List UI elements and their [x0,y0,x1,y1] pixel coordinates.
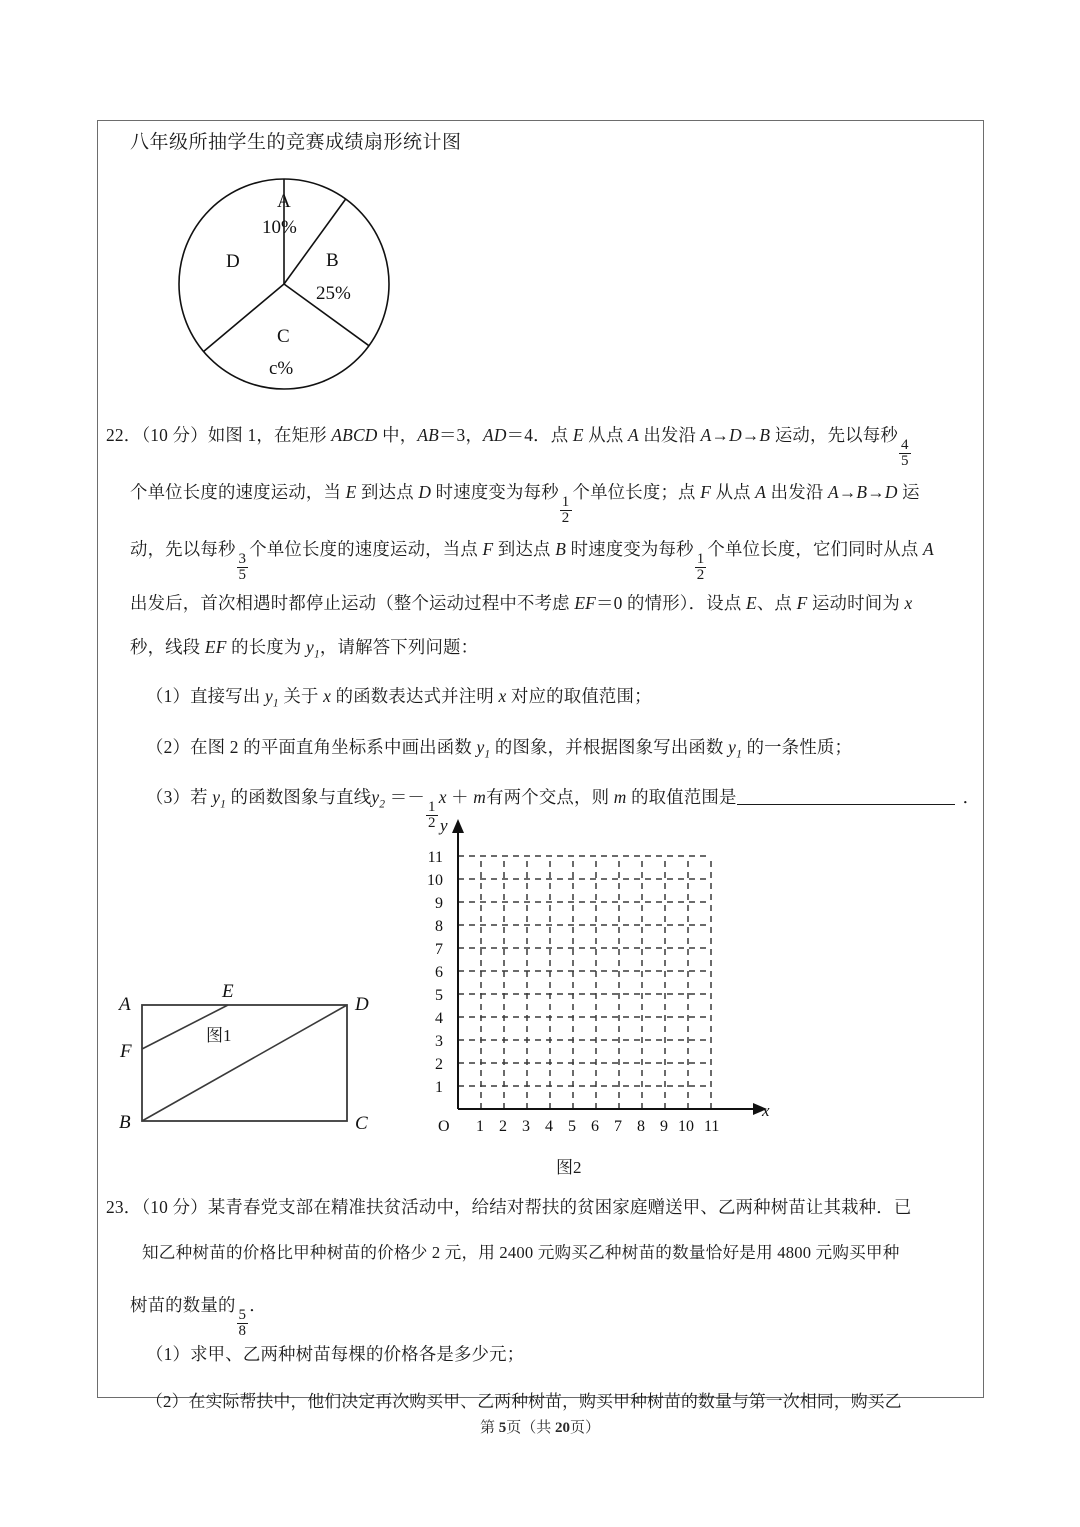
figure2-grid [410,809,790,1159]
q22-l2e: 从点 [711,482,756,502]
pie-slice-label-a: A [277,191,291,212]
q22-l2d: 个单位长度；点 [572,482,701,502]
q22-line-1: 22．（10 分）如图 1，在矩形 ABCD 中，AB＝3，AD＝4．点 E 从点 A 出发沿 A→D→B 运动，先以每秒 $\frac{4}{5}$ [106,425,909,470]
q22-p3-y2: y [371,787,380,807]
x-tick-9: 9 [660,1118,668,1135]
q22-l5-y-sub: 1 [313,648,320,661]
page-content [98,121,983,1411]
pie-slice-label-c: C [277,326,290,347]
q22-l3-b: B [555,539,567,559]
vertex-label-d: D [355,994,369,1015]
figure1-rectangle [102,983,402,1193]
q22-p3eq: ＝－ [385,787,425,807]
q22-p2-y: y [476,737,485,757]
q22-l4b: ＝0 的情形）．设点 [595,593,747,613]
q22-p1c: 的函数表达式并注明 [331,686,499,706]
q23-line-2 [142,1245,900,1262]
x-tick-10: 10 [678,1118,694,1135]
point-label-e: E [222,983,234,1002]
q22-l4-ef: EF [574,593,596,613]
q22-l4-f: F [796,593,808,613]
q22-fraction-3-5: $\frac{3}{5}$ [238,550,247,584]
origin-label: O [438,1118,450,1135]
y-tick-3: 3 [435,1033,443,1050]
q23-marks: （10 分） [141,1197,208,1217]
y-tick-1: 1 [435,1079,443,1096]
figure2-svg [410,809,790,1159]
q22-fraction-4-5: $\frac{4}{5}$ [900,436,909,470]
q22-l3a: 动，先以每秒 [130,539,236,559]
footer-mid: 页（共 [506,1420,552,1436]
q23-part-2: （2）在实际帮扶中，他们决定再次购买甲、乙两种树苗，购买甲种树苗的数量与第一次相同，购买乙 [146,1392,902,1411]
y-axis-label: y [440,816,448,835]
q23-l2: 知乙种树苗的价格比甲种树苗的价格少 2 元，用 2400 元购买乙种树苗的数量恰好是用 4800 元购买甲种 [142,1243,900,1262]
q22-p3c: 有两个交点，则 [486,787,614,807]
y-tick-4: 4 [435,1010,443,1027]
pie-divider-c-d [204,284,284,352]
q22-fraction-1-2-b: $\frac{1}{2}$ [696,550,705,584]
q22-l2b: 到达点 [356,482,419,502]
vertex-label-b: B [119,1112,131,1133]
q22-l3c: 到达点 [493,539,556,559]
y-tick-5: 5 [435,987,443,1004]
q22-l1d: 出发沿 [638,425,701,445]
q22-pt-e: E [572,425,584,445]
q22-p3d: 的取值范围是 [626,787,737,807]
q22-fraction-1-2-c: $\frac{1}{2}$ [427,798,436,832]
y-tick-10: 10 [427,872,443,889]
q23-number: 23 [106,1197,124,1217]
q22-p2b: 的图象，并根据图象写出函数 [490,737,729,757]
q22-l2-d: D [418,482,432,502]
q22-l3e: 个单位长度，它们同时从点 [707,539,924,559]
q22-p1-x: x [323,686,332,706]
q22-l2f: 出发沿 [766,482,828,502]
q22-l1a: 如图 1，在矩形 [207,425,332,445]
q22-l1b: 中， [377,425,418,445]
q22-p3-y: y [212,787,221,807]
q22-p1-y-sub: 1 [272,697,279,710]
q22-l1e: 运动，先以每秒 [770,425,898,445]
q22-p2-y-sub: 1 [484,748,491,761]
q22-l2a: 个单位长度的速度运动，当 [130,482,346,502]
q22-p1d: 对应的取值范围； [506,686,652,706]
footer-page-number: 5 [498,1420,507,1436]
footer-prefix: 第 [479,1420,495,1436]
q23-l1: 某青春党支部在精准扶贫活动中，给结对帮扶的贫困家庭赠送甲、乙两种树苗让其栽种．已 [207,1197,912,1217]
figure1-caption: 图1 [206,1026,232,1045]
q22-line-3 [130,541,934,584]
figure2-caption: 图2 [556,1158,582,1177]
q22-ad: AD [483,425,507,445]
q22-p2a: （2）在图 2 的平面直角坐标系中画出函数 [146,737,477,757]
page-footer [0,1416,1080,1437]
footer-suffix: 页） [570,1420,601,1436]
pie-chart-figure [98,121,518,413]
q22-l4d: 运动时间为 [807,593,905,613]
q22-l5c: ，请解答下列问题： [319,637,479,657]
x-tick-4: 4 [545,1118,553,1135]
point-label-f: F [120,1041,132,1062]
pie-slice-value-a: 10% [262,217,297,238]
q22-l3-a2: A [923,539,934,559]
q22-p2c: 的一条性质； [742,737,853,757]
y-tick-11: 11 [427,849,443,866]
pie-slice-value-c: c% [269,358,294,379]
q22-l2c: 时速度变为每秒 [431,482,559,502]
q22-eq2: ＝4．点 [506,425,573,445]
q22-l3d: 时速度变为每秒 [566,539,694,559]
q22-line-4 [130,595,912,612]
grid-lines [458,856,711,1109]
y-tick-9: 9 [435,895,443,912]
q22-l4c: 、点 [756,593,797,613]
q22-l4-e: E [746,593,757,613]
q22-p3a: （3）若 [146,787,213,807]
q22-p3-m: m [473,787,487,807]
q22-p1-x2: x [498,686,507,706]
pie-slice-label-d: D [226,251,240,272]
q22-l3b: 个单位长度的速度运动，当点 [249,539,483,559]
x-tick-7: 7 [614,1118,622,1135]
answer-blank-m-range[interactable] [737,790,955,805]
pie-chart-title: 八年级所抽学生的竞赛成绩扇形统计图 [130,132,462,153]
q22-part-1 [146,688,652,710]
figure1-svg [102,983,402,1133]
y-tick-6: 6 [435,964,443,981]
x-tick-2: 2 [499,1118,507,1135]
q22-p1b: 关于 [278,686,324,706]
x-tick-5: 5 [568,1118,576,1135]
q22-l2g: 运 [897,482,920,502]
q23-l3b: ． [249,1295,267,1315]
footer-total-pages: 20 [555,1420,570,1436]
q23-part-1: （1）求甲、乙两种树苗每棵的价格各是多少元； [146,1344,525,1364]
q22-p3-y-sub: 1 [220,798,227,811]
y-tick-2: 2 [435,1056,443,1073]
q22-fraction-1-2-a: $\frac{1}{2}$ [561,493,570,527]
q22-eq1: ＝3， [438,425,484,445]
q22-p3-m2: m [613,787,627,807]
x-tick-8: 8 [637,1118,645,1135]
q22-l1c: 从点 [583,425,628,445]
q23-line-3 [130,1297,267,1340]
q22-p3-x: x [438,787,447,807]
q22-l2-f: F [700,482,712,502]
x-tick-11: 11 [704,1118,720,1135]
pie-divider-a-b [284,199,346,284]
q22-p2-y2: y [728,737,737,757]
q22-l4-x: x [904,593,913,613]
q22-line-5 [130,639,478,661]
pie-chart-graphic [174,159,404,412]
q22-part-2 [146,739,852,761]
q22-p3-y2-sub: 2 [379,798,386,811]
q23-line-1: 23．（10 分）某青春党支部在精准扶贫活动中，给结对帮扶的贫困家庭赠送甲、乙两种树苗让其栽种．已 [106,1197,912,1217]
q22-l5a: 秒，线段 [130,637,205,657]
q22-l5-y: y [306,637,314,657]
x-tick-1: 1 [476,1118,484,1135]
q22-ab: AB [417,425,439,445]
q22-p1-y: y [265,686,273,706]
q22-l5-ef: EF [204,637,227,657]
x-axis-label: x [762,1101,770,1120]
q22-p3b: 的函数图象与直线 [226,787,372,807]
q22-p1a: （1）直接写出 [146,686,265,706]
segment-bd [142,1005,347,1121]
q22-path-adb: A→D→B [700,425,771,445]
q22-marks: （10 分） [141,425,208,445]
q22-number: 22 [106,425,124,445]
q22-line-2 [130,484,920,527]
q22-l4a: 出发后，首次相遇时都停止运动（整个运动过程中不考虑 [130,593,575,613]
pie-slice-value-b: 25% [316,283,351,304]
q22-pt-a: A [627,425,639,445]
page-border [97,120,984,1411]
q23-fraction-5-8: $\frac{5}{8}$ [238,1306,247,1340]
q22-path-abd: A→B→D [828,482,898,502]
vertex-label-a: A [119,994,131,1015]
q22-l2-a2: A [755,482,767,502]
q22-p2-y2-sub: 1 [736,748,743,761]
q22-p3plus: ＋ [446,787,474,807]
q22-abcd: ABCD [331,425,378,445]
q22-l5b: 的长度为 [226,637,307,657]
y-tick-7: 7 [435,941,443,958]
x-tick-6: 6 [591,1118,599,1135]
vertex-label-c: C [355,1113,368,1133]
pie-svg [174,159,404,407]
y-tick-8: 8 [435,918,443,935]
q22-p3-period: ． [962,787,981,807]
x-tick-3: 3 [522,1118,530,1135]
q23-l3a: 树苗的数量的 [130,1295,236,1315]
q22-l2-e: E [345,482,357,502]
q22-l3-f: F [482,539,494,559]
pie-slice-label-b: B [326,250,339,271]
